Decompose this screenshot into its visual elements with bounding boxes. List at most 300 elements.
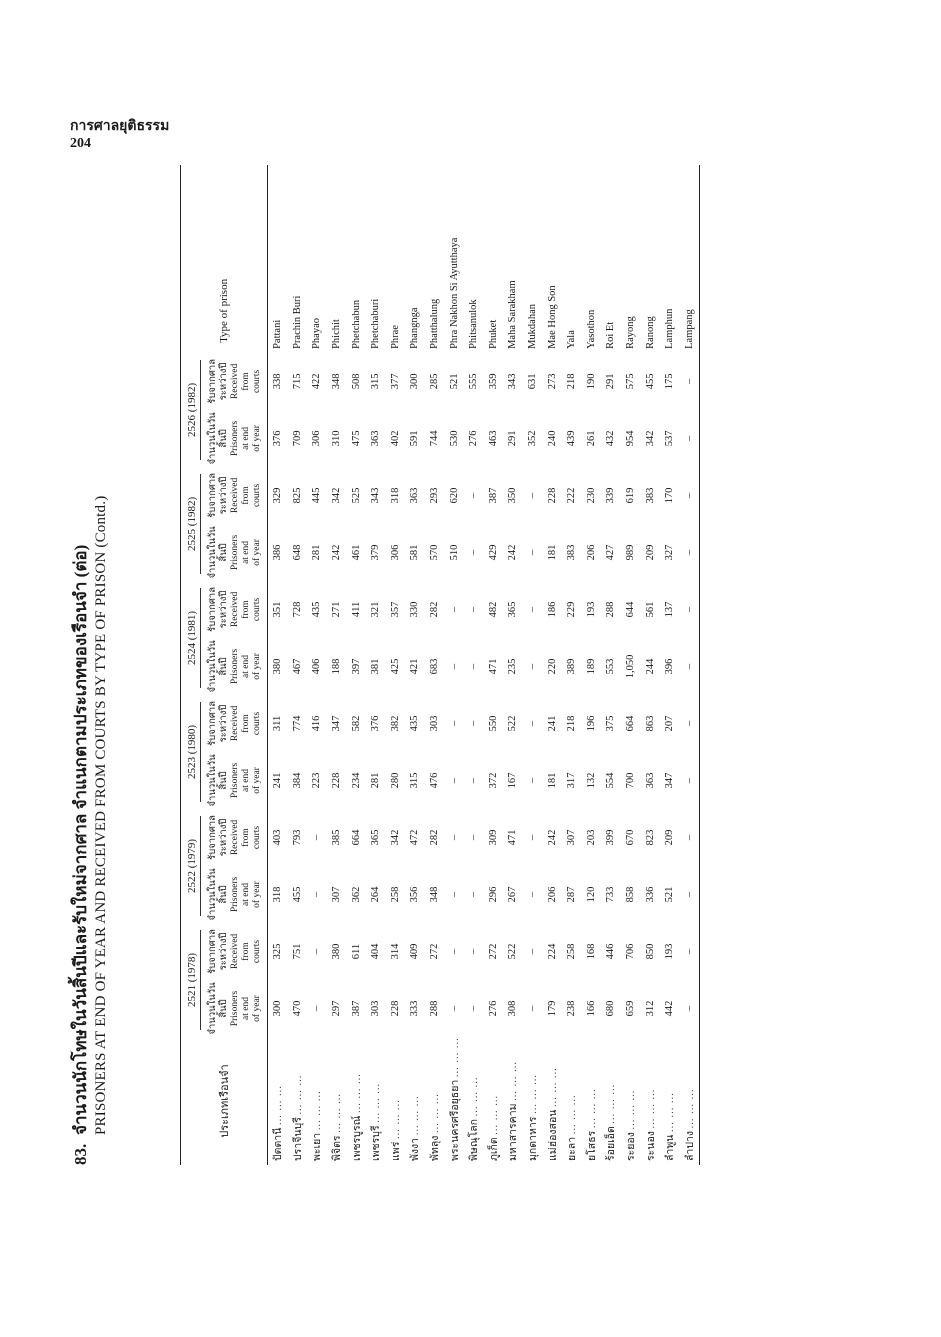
- value-cell: 206: [546, 886, 558, 903]
- value-cell: 276: [468, 430, 480, 447]
- value-cell: 376: [272, 430, 284, 447]
- value-cell: 954: [624, 430, 636, 447]
- value-cell: 338: [272, 373, 284, 390]
- year-header: 2524 (1981): [181, 581, 206, 695]
- value-cell: –: [679, 695, 699, 752]
- value-cell: –: [679, 581, 699, 638]
- value-cell: –: [468, 891, 480, 898]
- sub-header-received-from-courts: รับจากศาลระหว่างปี Received from courts: [208, 929, 262, 974]
- value-cell: –: [311, 948, 323, 955]
- table-title-thai: 83.จำนวนนักโทษในวันสิ้นปีและรับใหม่จากศาล จำแนกตามประเภทของเรือนจำ (ต่อ): [71, 544, 90, 1165]
- value-cell: 306: [311, 430, 323, 447]
- value-cell: 285: [429, 373, 441, 390]
- value-cell: 561: [644, 601, 656, 618]
- value-cell: 442: [664, 1000, 676, 1017]
- value-cell: 744: [429, 430, 441, 447]
- value-cell: 137: [664, 601, 676, 618]
- value-cell: 293: [429, 487, 441, 504]
- value-cell: 521: [664, 886, 676, 903]
- value-cell: 276: [487, 1000, 499, 1017]
- value-cell: 287: [566, 886, 578, 903]
- thai-column-header: ประเภทเรือนจำ: [181, 1037, 268, 1165]
- value-cell: 774: [291, 715, 303, 732]
- value-cell: 193: [664, 943, 676, 960]
- value-cell: –: [527, 663, 539, 670]
- english-column-header: Type of prison: [181, 165, 268, 353]
- value-cell: 402: [389, 430, 401, 447]
- value-cell: 196: [585, 715, 597, 732]
- rotated-table-area: [70, 165, 882, 1165]
- value-cell: 132: [585, 772, 597, 789]
- value-cell: 387: [487, 487, 499, 504]
- value-cell: 311: [272, 715, 284, 732]
- value-cell: –: [527, 891, 539, 898]
- value-cell: 399: [605, 829, 617, 846]
- value-cell: 751: [291, 943, 303, 960]
- value-cell: 272: [487, 943, 499, 960]
- value-cell: 272: [429, 943, 441, 960]
- table-row: [640, 165, 660, 1165]
- value-cell: 234: [350, 772, 362, 789]
- value-cell: 435: [409, 715, 421, 732]
- value-cell: 207: [664, 715, 676, 732]
- province-thai: มหาสารคาม ... ... ...: [508, 1060, 520, 1161]
- value-cell: 522: [507, 943, 519, 960]
- value-cell: 383: [644, 487, 656, 504]
- value-cell: 425: [389, 658, 401, 675]
- sub-header-prisoners-at-end: จำนวนในวันสิ้นปี Prisoners at end of year: [208, 754, 262, 807]
- value-cell: 376: [370, 715, 382, 732]
- value-cell: –: [527, 834, 539, 841]
- value-cell: –: [679, 467, 699, 524]
- value-cell: 300: [409, 373, 421, 390]
- province-english: Phrae: [389, 324, 401, 349]
- province-thai: พังงา ... ... ...: [410, 1095, 422, 1161]
- value-cell: –: [679, 638, 699, 695]
- value-cell: 380: [272, 658, 284, 675]
- value-cell: –: [468, 834, 480, 841]
- value-cell: 327: [664, 544, 676, 561]
- value-cell: –: [311, 834, 323, 841]
- value-cell: 659: [624, 1000, 636, 1017]
- sub-header-received-from-courts: รับจากศาลระหว่างปี Received from courts: [208, 814, 262, 860]
- sub-header-received-from-courts: รับจากศาลระหว่างปี Received from courts: [208, 358, 262, 404]
- value-cell: 303: [429, 715, 441, 732]
- value-cell: 422: [311, 373, 323, 390]
- value-cell: 343: [370, 487, 382, 504]
- value-cell: 472: [409, 829, 421, 846]
- province-thai: ลำพูน ... ... ...: [665, 1092, 677, 1161]
- value-cell: 461: [350, 544, 362, 561]
- sub-header-prisoners-at-end: จำนวนในวันสิ้นปี Prisoners at end of year: [208, 526, 262, 579]
- province-thai: ปราจีนบุรี ... ... ...: [292, 1074, 304, 1161]
- value-cell: 989: [624, 544, 636, 561]
- value-cell: 384: [291, 772, 303, 789]
- value-cell: 620: [448, 487, 460, 504]
- value-cell: 209: [664, 829, 676, 846]
- value-cell: 348: [429, 886, 441, 903]
- value-cell: –: [527, 549, 539, 556]
- value-cell: 230: [585, 487, 597, 504]
- value-cell: 258: [389, 886, 401, 903]
- province-thai: เพชรบูรณ์ ... ... ...: [351, 1073, 363, 1161]
- value-cell: –: [468, 492, 480, 499]
- province-thai: ยะลา ... ... ...: [567, 1094, 579, 1161]
- table-row: [621, 165, 641, 1165]
- value-cell: 631: [527, 373, 539, 390]
- province-thai: ลำปาง ... ... ...: [679, 1037, 699, 1165]
- value-cell: 170: [664, 487, 676, 504]
- table-row: [425, 165, 445, 1165]
- sub-header-received-from-courts: รับจากศาลระหว่างปี Received from courts: [208, 472, 262, 518]
- province-english: Lamphun: [664, 308, 676, 349]
- province-thai: ภูเก็ต ... ... ...: [488, 1094, 500, 1161]
- value-cell: 224: [546, 943, 558, 960]
- value-cell: 525: [350, 487, 362, 504]
- value-cell: 446: [605, 943, 617, 960]
- value-cell: 330: [409, 601, 421, 618]
- value-cell: 411: [350, 601, 362, 618]
- table-number: 83.: [71, 1143, 90, 1165]
- value-cell: 333: [409, 1000, 421, 1017]
- year-header-row: [181, 165, 206, 1165]
- value-cell: 218: [566, 715, 578, 732]
- value-cell: 439: [566, 430, 578, 447]
- province-thai: พิษณุโลก ... ... ...: [469, 1076, 481, 1161]
- value-cell: 314: [389, 943, 401, 960]
- value-cell: 863: [644, 715, 656, 732]
- value-cell: 206: [585, 544, 597, 561]
- value-cell: 823: [644, 829, 656, 846]
- value-cell: 297: [331, 1000, 343, 1017]
- table-body: [268, 165, 700, 1165]
- value-cell: –: [468, 720, 480, 727]
- value-cell: 1,050: [624, 654, 636, 679]
- value-cell: 343: [507, 373, 519, 390]
- province-thai: ยโสธร ... ... ...: [586, 1088, 598, 1161]
- year-header: 2521 (1978): [181, 923, 206, 1037]
- value-cell: 570: [429, 544, 441, 561]
- value-cell: 267: [507, 886, 519, 903]
- value-cell: 429: [487, 544, 499, 561]
- value-cell: 240: [546, 430, 558, 447]
- table-row: [601, 165, 621, 1165]
- table-title-english: PRISONERS AT END OF YEAR AND RECEIVED FROM COURTS BY TYPE OF PRISON (Contd.): [93, 495, 109, 1135]
- value-cell: 644: [624, 601, 636, 618]
- table-row: [346, 165, 366, 1165]
- value-cell: 380: [331, 943, 343, 960]
- value-cell: –: [311, 891, 323, 898]
- value-cell: –: [679, 353, 699, 410]
- province-english: Roi Et: [605, 321, 617, 349]
- table-row: [288, 165, 308, 1165]
- province-english: Phitsanulok: [468, 299, 480, 349]
- value-cell: 303: [370, 1000, 382, 1017]
- value-cell: 522: [507, 715, 519, 732]
- value-cell: 404: [370, 943, 382, 960]
- value-cell: 181: [546, 772, 558, 789]
- value-cell: 409: [409, 943, 421, 960]
- value-cell: 389: [566, 658, 578, 675]
- year-header: 2522 (1979): [181, 809, 206, 923]
- value-cell: 193: [585, 601, 597, 618]
- value-cell: 510: [448, 544, 460, 561]
- value-cell: –: [527, 606, 539, 613]
- sub-header-prisoners-at-end: จำนวนในวันสิ้นปี Prisoners at end of year: [208, 640, 262, 693]
- value-cell: 168: [585, 943, 597, 960]
- value-cell: –: [679, 524, 699, 581]
- value-cell: 575: [624, 373, 636, 390]
- value-cell: 347: [664, 772, 676, 789]
- province-english: Prachin Buri: [291, 295, 303, 349]
- value-cell: 582: [350, 715, 362, 732]
- value-cell: 228: [389, 1000, 401, 1017]
- value-cell: 508: [350, 373, 362, 390]
- prisoners-table: [180, 165, 700, 1165]
- province-thai: แม่ฮ่องสอน ... ... ...: [547, 1067, 559, 1161]
- value-cell: 363: [644, 772, 656, 789]
- province-thai: เพชรบุรี ... ... ...: [371, 1082, 383, 1161]
- value-cell: 351: [272, 601, 284, 618]
- value-cell: 312: [644, 1000, 656, 1017]
- province-english: Phetchabun: [350, 299, 362, 349]
- value-cell: 664: [350, 829, 362, 846]
- province-english: Phatthalung: [429, 298, 441, 349]
- value-cell: 356: [409, 886, 421, 903]
- value-cell: 348: [331, 373, 343, 390]
- value-cell: 241: [546, 715, 558, 732]
- value-cell: 238: [566, 1000, 578, 1017]
- value-cell: 209: [644, 544, 656, 561]
- value-cell: 175: [664, 373, 676, 390]
- table-row: [268, 165, 288, 1165]
- value-cell: 421: [409, 658, 421, 675]
- value-cell: 342: [331, 487, 343, 504]
- value-cell: 336: [644, 886, 656, 903]
- value-cell: 342: [389, 829, 401, 846]
- value-cell: 218: [566, 373, 578, 390]
- page-header: [70, 118, 169, 152]
- value-cell: –: [527, 1005, 539, 1012]
- province-thai: พะเยา ... ... ...: [312, 1090, 324, 1161]
- province-english: Yasothon: [585, 309, 597, 349]
- year-header: 2523 (1980): [181, 695, 206, 809]
- province-thai: พระนครศรีอยุธยา ... ... ...: [449, 1037, 461, 1161]
- sub-header-prisoners-at-end: จำนวนในวันสิ้นปี Prisoners at end of year: [208, 982, 262, 1035]
- value-cell: 537: [664, 430, 676, 447]
- province-thai: ร้อยเอ็ด ... ... ...: [606, 1083, 618, 1161]
- value-cell: 850: [644, 943, 656, 960]
- value-cell: 307: [566, 829, 578, 846]
- year-header: 2526 (1982): [181, 353, 206, 467]
- value-cell: 386: [272, 544, 284, 561]
- value-cell: 521: [448, 373, 460, 390]
- value-cell: 471: [507, 829, 519, 846]
- value-cell: 375: [605, 715, 617, 732]
- value-cell: 318: [272, 886, 284, 903]
- value-cell: –: [468, 549, 480, 556]
- value-cell: 683: [429, 658, 441, 675]
- value-cell: –: [448, 1005, 460, 1012]
- table-row: [503, 165, 523, 1165]
- value-cell: 733: [605, 886, 617, 903]
- value-cell: 728: [291, 601, 303, 618]
- value-cell: 329: [272, 487, 284, 504]
- value-cell: 825: [291, 487, 303, 504]
- table-row: [660, 165, 680, 1165]
- value-cell: 281: [311, 544, 323, 561]
- value-cell: 179: [546, 1000, 558, 1017]
- province-thai: พัทลุง ... ... ...: [430, 1093, 442, 1161]
- province-thai: ระยอง ... ... ...: [625, 1089, 637, 1161]
- value-cell: –: [679, 752, 699, 809]
- value-cell: 244: [644, 658, 656, 675]
- province-english: Phra Nakhon Si Ayutthaya: [448, 237, 460, 349]
- value-cell: 403: [272, 829, 284, 846]
- value-cell: –: [468, 948, 480, 955]
- value-cell: 581: [409, 544, 421, 561]
- value-cell: 307: [331, 886, 343, 903]
- value-cell: 793: [291, 829, 303, 846]
- value-cell: 357: [389, 601, 401, 618]
- value-cell: –: [448, 777, 460, 784]
- province-english: Phangnga: [409, 307, 421, 349]
- value-cell: 365: [370, 829, 382, 846]
- value-cell: 467: [291, 658, 303, 675]
- value-cell: 296: [487, 886, 499, 903]
- value-cell: 228: [546, 487, 558, 504]
- value-cell: 120: [585, 886, 597, 903]
- value-cell: 282: [429, 601, 441, 618]
- value-cell: 264: [370, 886, 382, 903]
- value-cell: 223: [311, 772, 323, 789]
- value-cell: 680: [605, 1000, 617, 1017]
- table-row: [327, 165, 347, 1165]
- value-cell: 362: [350, 886, 362, 903]
- value-cell: –: [468, 777, 480, 784]
- province-english: Lampang: [679, 165, 699, 353]
- value-cell: 258: [566, 943, 578, 960]
- value-cell: 554: [605, 772, 617, 789]
- sub-header-prisoners-at-end: จำนวนในวันสิ้นปี Prisoners at end of year: [208, 412, 262, 465]
- value-cell: 325: [272, 943, 284, 960]
- value-cell: 475: [350, 430, 362, 447]
- value-cell: 858: [624, 886, 636, 903]
- value-cell: –: [448, 948, 460, 955]
- value-cell: –: [679, 809, 699, 866]
- sub-header-received-from-courts: รับจากศาลระหว่างปี Received from courts: [208, 586, 262, 632]
- table-row: [464, 165, 484, 1165]
- value-cell: 228: [331, 772, 343, 789]
- value-cell: 308: [507, 1000, 519, 1017]
- value-cell: 427: [605, 544, 617, 561]
- value-cell: –: [448, 834, 460, 841]
- value-cell: 476: [429, 772, 441, 789]
- value-cell: 318: [389, 487, 401, 504]
- value-cell: 321: [370, 601, 382, 618]
- value-cell: 550: [487, 715, 499, 732]
- value-cell: 186: [546, 601, 558, 618]
- value-cell: 397: [350, 658, 362, 675]
- value-cell: 619: [624, 487, 636, 504]
- province-english: Mae Hong Son: [546, 285, 558, 349]
- value-cell: 363: [370, 430, 382, 447]
- value-cell: 315: [409, 772, 421, 789]
- value-cell: –: [679, 923, 699, 980]
- value-cell: 235: [507, 658, 519, 675]
- value-cell: 455: [291, 886, 303, 903]
- value-cell: 310: [331, 430, 343, 447]
- value-cell: 591: [409, 430, 421, 447]
- value-cell: 396: [664, 658, 676, 675]
- table-row: [523, 165, 543, 1165]
- page-number: 204: [70, 136, 91, 151]
- value-cell: 242: [507, 544, 519, 561]
- value-cell: 222: [566, 487, 578, 504]
- province-thai: ระนอง ... ... ...: [645, 1088, 657, 1161]
- value-cell: 241: [272, 772, 284, 789]
- value-cell: 282: [429, 829, 441, 846]
- value-cell: 365: [507, 601, 519, 618]
- value-cell: 435: [311, 601, 323, 618]
- value-cell: 317: [566, 772, 578, 789]
- value-cell: 445: [311, 487, 323, 504]
- value-cell: 530: [448, 430, 460, 447]
- year-header: 2525 (1982): [181, 467, 206, 581]
- value-cell: –: [468, 1005, 480, 1012]
- value-cell: 463: [487, 430, 499, 447]
- value-cell: –: [527, 777, 539, 784]
- value-cell: 382: [389, 715, 401, 732]
- value-cell: –: [311, 1005, 323, 1012]
- value-cell: 261: [585, 430, 597, 447]
- book-title: การศาลยุติธรรม: [70, 119, 170, 134]
- province-thai: ปัตตานี ... ... ...: [273, 1085, 285, 1161]
- value-cell: 350: [507, 487, 519, 504]
- value-cell: 281: [370, 772, 382, 789]
- value-cell: 181: [546, 544, 558, 561]
- table-row: [542, 165, 562, 1165]
- value-cell: 670: [624, 829, 636, 846]
- province-thai: แพร่ ... ... ...: [390, 1099, 402, 1161]
- value-cell: 352: [527, 430, 539, 447]
- table-row: [405, 165, 425, 1165]
- province-english: Phetchaburi: [370, 298, 382, 349]
- value-cell: 482: [487, 601, 499, 618]
- value-cell: –: [468, 606, 480, 613]
- value-cell: 700: [624, 772, 636, 789]
- value-cell: 166: [585, 1000, 597, 1017]
- value-cell: 416: [311, 715, 323, 732]
- value-cell: –: [527, 948, 539, 955]
- value-cell: 273: [546, 373, 558, 390]
- value-cell: 381: [370, 658, 382, 675]
- province-thai: มุกดาหาร ... ... ...: [528, 1074, 540, 1161]
- province-english: Mukdahan: [527, 303, 539, 349]
- value-cell: 203: [585, 829, 597, 846]
- value-cell: 271: [331, 601, 343, 618]
- table-row: [366, 165, 386, 1165]
- province-english: Maha Sarakham: [507, 280, 519, 349]
- value-cell: 372: [487, 772, 499, 789]
- value-cell: 288: [605, 601, 617, 618]
- value-cell: 347: [331, 715, 343, 732]
- table-row: [444, 165, 464, 1165]
- value-cell: 555: [468, 373, 480, 390]
- value-cell: –: [679, 410, 699, 467]
- value-cell: 315: [370, 373, 382, 390]
- value-cell: 306: [389, 544, 401, 561]
